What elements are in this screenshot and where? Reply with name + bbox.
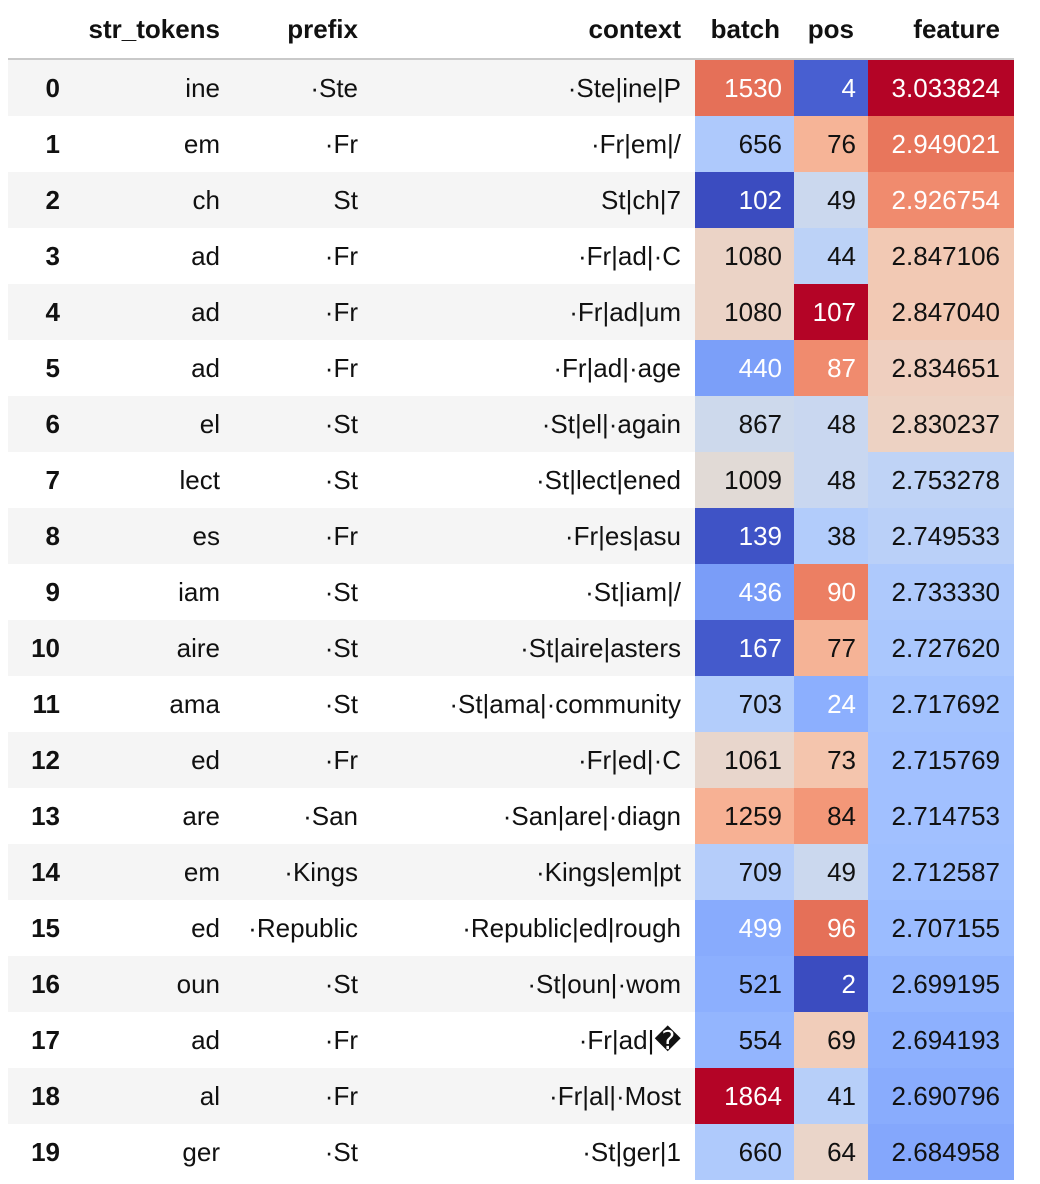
batch-cell: 703 <box>695 676 794 732</box>
batch-cell: 1061 <box>695 732 794 788</box>
batch-cell: 521 <box>695 956 794 1012</box>
pos-cell: 41 <box>794 1068 868 1124</box>
batch-cell: 167 <box>695 620 794 676</box>
context-cell: St|ch|7 <box>372 172 695 228</box>
pos-cell: 49 <box>794 172 868 228</box>
row-index-cell: 12 <box>8 732 72 788</box>
prefix-cell: St <box>234 172 372 228</box>
feature-cell: 2.753278 <box>868 452 1014 508</box>
pos-cell: 44 <box>794 228 868 284</box>
table-row <box>8 340 1014 396</box>
table-row <box>8 956 1014 1012</box>
prefix-cell: ·St <box>234 396 372 452</box>
feature-cell: 2.714753 <box>868 788 1014 844</box>
prefix-cell: ·Fr <box>234 340 372 396</box>
prefix-cell: ·Fr <box>234 228 372 284</box>
table-row <box>8 284 1014 340</box>
row-index-cell: 0 <box>8 59 72 116</box>
str-tokens-cell: aire <box>72 620 234 676</box>
batch-cell: 139 <box>695 508 794 564</box>
context-cell: ·Fr|es|asu <box>372 508 695 564</box>
row-index-cell: 1 <box>8 116 72 172</box>
pos-cell: 48 <box>794 452 868 508</box>
context-cell: ·St|ger|1 <box>372 1124 695 1180</box>
batch-cell: 1009 <box>695 452 794 508</box>
feature-cell: 2.847106 <box>868 228 1014 284</box>
feature-cell: 2.733330 <box>868 564 1014 620</box>
context-cell: ·Fr|em|/ <box>372 116 695 172</box>
table-row <box>8 620 1014 676</box>
column-header-pos: pos <box>794 0 868 59</box>
str-tokens-cell: are <box>72 788 234 844</box>
row-index-cell: 7 <box>8 452 72 508</box>
row-index-cell: 15 <box>8 900 72 956</box>
context-cell: ·St|lect|ened <box>372 452 695 508</box>
str-tokens-cell: ad <box>72 284 234 340</box>
context-cell: ·Fr|al|·Most <box>372 1068 695 1124</box>
context-cell: ·St|oun|·wom <box>372 956 695 1012</box>
row-index-cell: 16 <box>8 956 72 1012</box>
pos-cell: 49 <box>794 844 868 900</box>
pos-cell: 48 <box>794 396 868 452</box>
context-cell: ·Fr|ad|·age <box>372 340 695 396</box>
row-index-cell: 4 <box>8 284 72 340</box>
table-row <box>8 452 1014 508</box>
feature-cell: 2.715769 <box>868 732 1014 788</box>
context-cell: ·Republic|ed|rough <box>372 900 695 956</box>
table-row <box>8 116 1014 172</box>
row-index-cell: 8 <box>8 508 72 564</box>
pos-cell: 64 <box>794 1124 868 1180</box>
str-tokens-cell: ed <box>72 900 234 956</box>
feature-cell: 2.684958 <box>868 1124 1014 1180</box>
row-index-cell: 2 <box>8 172 72 228</box>
table-row <box>8 844 1014 900</box>
pos-cell: 38 <box>794 508 868 564</box>
table-row <box>8 508 1014 564</box>
str-tokens-cell: es <box>72 508 234 564</box>
context-cell: ·St|ama|·community <box>372 676 695 732</box>
prefix-cell: ·Fr <box>234 508 372 564</box>
str-tokens-cell: ger <box>72 1124 234 1180</box>
row-index-cell: 19 <box>8 1124 72 1180</box>
pos-cell: 4 <box>794 59 868 116</box>
batch-cell: 867 <box>695 396 794 452</box>
dataframe-container <box>8 0 1014 1180</box>
feature-cell: 2.834651 <box>868 340 1014 396</box>
column-header-batch: batch <box>695 0 794 59</box>
column-header-feature: feature <box>868 0 1014 59</box>
context-cell: ·St|aire|asters <box>372 620 695 676</box>
column-header-context: context <box>372 0 695 59</box>
context-cell: ·Fr|ad|·C <box>372 228 695 284</box>
str-tokens-cell: iam <box>72 564 234 620</box>
pos-cell: 96 <box>794 900 868 956</box>
batch-cell: 436 <box>695 564 794 620</box>
prefix-cell: ·Fr <box>234 284 372 340</box>
pos-cell: 76 <box>794 116 868 172</box>
pos-cell: 107 <box>794 284 868 340</box>
str-tokens-cell: ad <box>72 228 234 284</box>
row-index-cell: 17 <box>8 1012 72 1068</box>
str-tokens-cell: el <box>72 396 234 452</box>
feature-cell: 2.707155 <box>868 900 1014 956</box>
row-index-cell: 13 <box>8 788 72 844</box>
prefix-cell: ·Fr <box>234 116 372 172</box>
table-row <box>8 788 1014 844</box>
pos-cell: 69 <box>794 1012 868 1068</box>
str-tokens-cell: ad <box>72 1012 234 1068</box>
column-header-prefix: prefix <box>234 0 372 59</box>
context-cell: ·Fr|ad|um <box>372 284 695 340</box>
batch-cell: 1259 <box>695 788 794 844</box>
pos-cell: 90 <box>794 564 868 620</box>
context-cell: ·St|el|·again <box>372 396 695 452</box>
column-header-str-tokens: str_tokens <box>72 0 234 59</box>
batch-cell: 1080 <box>695 284 794 340</box>
feature-cell: 2.690796 <box>868 1068 1014 1124</box>
table-row <box>8 172 1014 228</box>
pos-cell: 24 <box>794 676 868 732</box>
table-row <box>8 732 1014 788</box>
pos-cell: 84 <box>794 788 868 844</box>
pos-cell: 87 <box>794 340 868 396</box>
dataframe-table <box>8 0 1014 1180</box>
prefix-cell: ·San <box>234 788 372 844</box>
feature-cell: 2.727620 <box>868 620 1014 676</box>
str-tokens-cell: em <box>72 844 234 900</box>
str-tokens-cell: al <box>72 1068 234 1124</box>
feature-cell: 2.717692 <box>868 676 1014 732</box>
row-index-cell: 6 <box>8 396 72 452</box>
table-row <box>8 396 1014 452</box>
prefix-cell: ·St <box>234 564 372 620</box>
pos-cell: 73 <box>794 732 868 788</box>
feature-cell: 2.749533 <box>868 508 1014 564</box>
context-cell: ·Fr|ad|� <box>372 1012 695 1068</box>
batch-cell: 660 <box>695 1124 794 1180</box>
str-tokens-cell: ed <box>72 732 234 788</box>
context-cell: ·Kings|em|pt <box>372 844 695 900</box>
row-index-cell: 5 <box>8 340 72 396</box>
batch-cell: 1530 <box>695 59 794 116</box>
batch-cell: 440 <box>695 340 794 396</box>
batch-cell: 1864 <box>695 1068 794 1124</box>
row-index-cell: 10 <box>8 620 72 676</box>
prefix-cell: ·St <box>234 676 372 732</box>
pos-cell: 2 <box>794 956 868 1012</box>
feature-cell: 2.830237 <box>868 396 1014 452</box>
row-index-cell: 11 <box>8 676 72 732</box>
feature-cell: 3.033824 <box>868 59 1014 116</box>
str-tokens-cell: ad <box>72 340 234 396</box>
batch-cell: 554 <box>695 1012 794 1068</box>
str-tokens-cell: ine <box>72 59 234 116</box>
feature-cell: 2.694193 <box>868 1012 1014 1068</box>
table-row <box>8 1068 1014 1124</box>
prefix-cell: ·Kings <box>234 844 372 900</box>
row-index-cell: 9 <box>8 564 72 620</box>
batch-cell: 499 <box>695 900 794 956</box>
context-cell: ·San|are|·diagn <box>372 788 695 844</box>
feature-cell: 2.926754 <box>868 172 1014 228</box>
prefix-cell: ·St <box>234 1124 372 1180</box>
header-row <box>8 0 1014 59</box>
str-tokens-cell: ch <box>72 172 234 228</box>
table-row <box>8 900 1014 956</box>
row-index-cell: 14 <box>8 844 72 900</box>
str-tokens-cell: lect <box>72 452 234 508</box>
prefix-cell: ·Fr <box>234 1068 372 1124</box>
prefix-cell: ·St <box>234 452 372 508</box>
prefix-cell: ·St <box>234 620 372 676</box>
table-row <box>8 228 1014 284</box>
context-cell: ·Ste|ine|P <box>372 59 695 116</box>
prefix-cell: ·Fr <box>234 1012 372 1068</box>
table-row <box>8 1012 1014 1068</box>
index-header <box>8 0 72 59</box>
feature-cell: 2.949021 <box>868 116 1014 172</box>
str-tokens-cell: oun <box>72 956 234 1012</box>
context-cell: ·Fr|ed|·C <box>372 732 695 788</box>
feature-cell: 2.699195 <box>868 956 1014 1012</box>
prefix-cell: ·Fr <box>234 732 372 788</box>
feature-cell: 2.712587 <box>868 844 1014 900</box>
batch-cell: 656 <box>695 116 794 172</box>
str-tokens-cell: ama <box>72 676 234 732</box>
str-tokens-cell: em <box>72 116 234 172</box>
table-row <box>8 1124 1014 1180</box>
batch-cell: 102 <box>695 172 794 228</box>
prefix-cell: ·St <box>234 956 372 1012</box>
batch-cell: 1080 <box>695 228 794 284</box>
prefix-cell: ·Ste <box>234 59 372 116</box>
row-index-cell: 18 <box>8 1068 72 1124</box>
feature-cell: 2.847040 <box>868 284 1014 340</box>
pos-cell: 77 <box>794 620 868 676</box>
table-body <box>8 59 1014 1180</box>
row-index-cell: 3 <box>8 228 72 284</box>
table-row <box>8 564 1014 620</box>
table-row <box>8 676 1014 732</box>
batch-cell: 709 <box>695 844 794 900</box>
table-row <box>8 59 1014 116</box>
prefix-cell: ·Republic <box>234 900 372 956</box>
context-cell: ·St|iam|/ <box>372 564 695 620</box>
